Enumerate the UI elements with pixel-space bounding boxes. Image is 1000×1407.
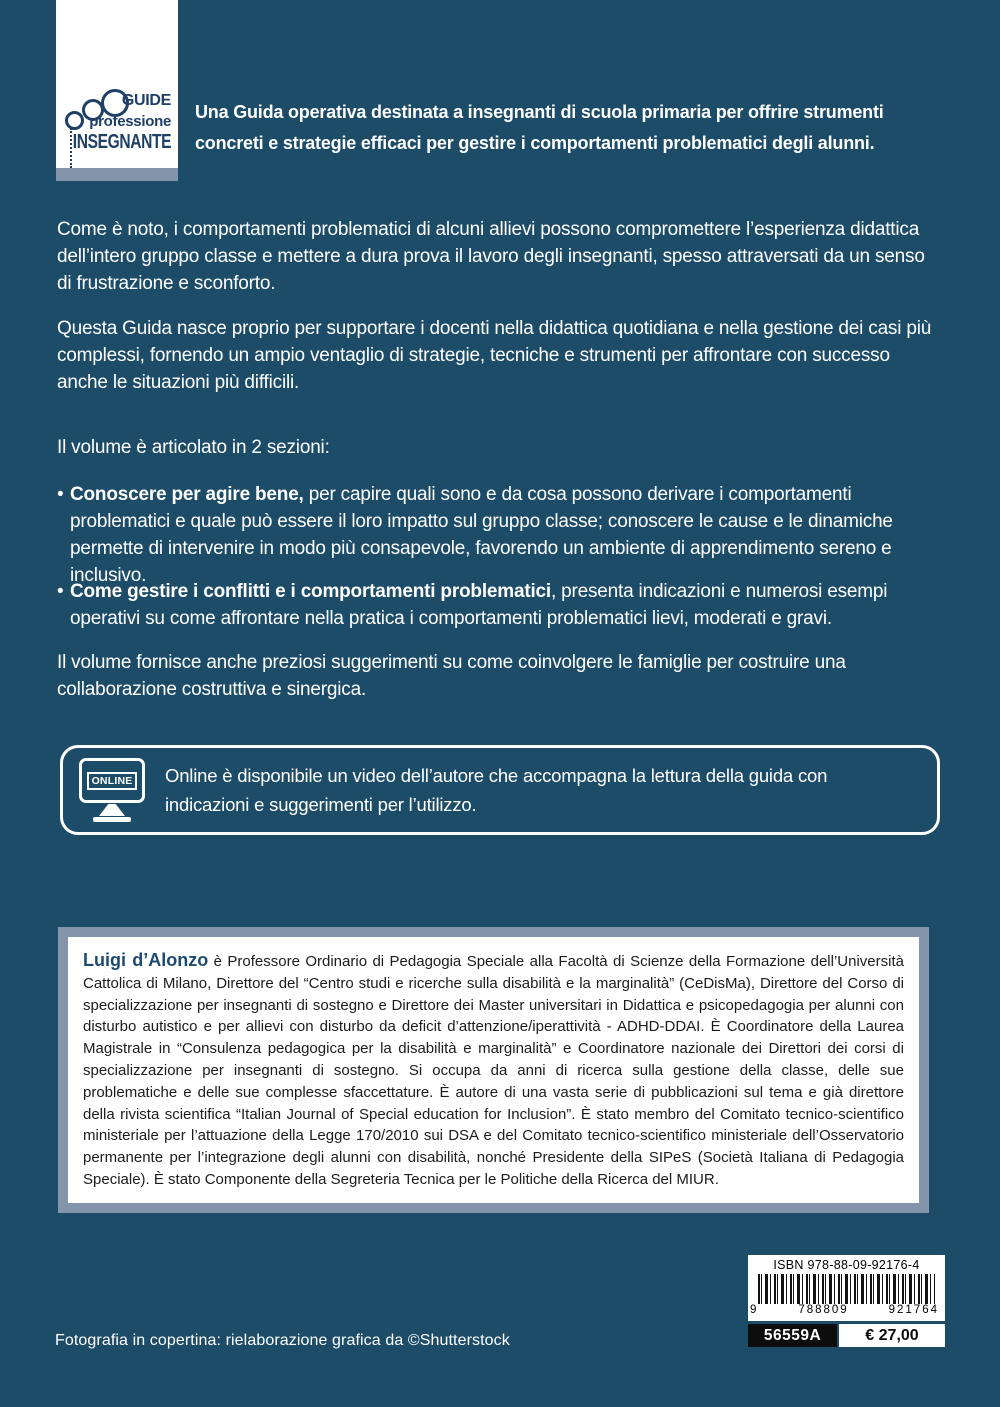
sections-lead: Il volume è articolato in 2 sezioni: (57, 437, 330, 458)
author-bio-frame (58, 927, 929, 1213)
isbn-text: ISBN 978-88-09-92176-4 (773, 1258, 920, 1272)
monitor-stand (99, 804, 125, 816)
online-text: Online è disponibile un video dell’autore che accompagna la lettura della guida con indicazioni e suggerimenti per l’utilizzo. (165, 765, 828, 815)
author-bio-text: è Professore Ordinario di Pedagogia Speciale alla Facoltà di Scienze della Formazione dell’Università Cattolica di Milano, Direttore del “Centro studi e ricerche sulla disabilità e la marginalità” (CeDisMa), Direttore del Corso di specializzazione per insegnanti di sostegno e Direttore dei Master universitari in Didattica e psicopedagogia per alunni con disturbo autistico e per allievi con disturbo da deficit d’attenzione/iperattività - ADHD-DDAI. È Coordinatore della Laurea Magistrale in “Consulenza pedagogica per la disabilità e marginalità” e Coordinatore nazionale dei Direttori dei corsi di specializzazione per insegnanti di sostegno. Si occupa da anni di ricerca sulla gestione della classe, delle sue problematiche e delle sue complesse sfaccettature. È autore di una vasta serie di pubblicazioni sul tema e già direttore della rivista scientifica “Italian Journal of Special education for Inclusion”. È stato membro del Comitato tecnico-scientifico ministeriale per l’attuazione della Legge 170/2010 sui DSA e del Comitato tecnico-scientifico ministeriale dell’Osservatorio permanente per l’integrazione degli alunni con disabilità, nonché Presidente della SIPeS (Società Italiana di Pedagogia Speciale). È stato Componente della Segreteria Tecnica per le Politiche della Ricerca del MIUR. (83, 953, 904, 1188)
barcode-box (748, 1255, 945, 1321)
bullet-2-body: , presenta indicazioni e numerosi esempi operativi su come affrontare nella pratica i comportamenti problematici lievi, moderati e gravi. (70, 581, 888, 629)
intro-paragraph-2: Questa Guida nasce proprio per supportare i docenti nella didattica quotidiana e nella gestione dei casi più complessi, fornendo un ampio ventaglio di strategie, tecniche e strumenti per affrontare con successo anche le situazioni più difficili. (57, 318, 932, 393)
bullet-item-2 (57, 578, 953, 632)
online-callout-box (60, 745, 940, 835)
barcode-digit-group: 788809 (798, 1304, 849, 1316)
series-logo (56, 0, 178, 168)
barcode-icon (758, 1274, 935, 1304)
product-code-badge: 56559A (748, 1324, 837, 1347)
closing-paragraph: Il volume fornisce anche preziosi suggerimenti su come coinvolgere le famiglie per costruire una collaborazione costruttiva e sinergica. (57, 652, 846, 700)
intro-paragraph-1: Come è noto, i comportamenti problematici di alcuni allievi possono compromettere l’esperienza didattica dell’intero gruppo classe e mettere a dura prova il lavoro degli insegnanti, spesso attraversati da un senso di frustrazione e sconforto. (57, 219, 925, 294)
bullet-1-title: Conoscere per agire bene, (70, 484, 304, 505)
author-bio-box (68, 937, 919, 1203)
logo-circle-icon (65, 111, 84, 130)
bullet-icon: • (57, 484, 64, 505)
logo-text-professione: professione (89, 113, 171, 130)
bullet-2-title: Come gestire i conflitti e i comportamenti problematici (70, 581, 551, 602)
price-badge: € 27,00 (839, 1324, 945, 1347)
photo-credit: Fotografia in copertina: rielaborazione grafica da ©Shutterstock (55, 1332, 510, 1349)
barcode-digit-group: 9 (750, 1304, 759, 1316)
monitor-screen (79, 758, 145, 803)
logo-text-guide: GUIDE (121, 92, 171, 109)
bullet-1-body: per capire quali sono e da cosa possono derivare i comportamenti problematici e quale può essere il loro impatto sul gruppo classe; conoscere le cause e le dinamiche permette di intervenire in modo più consapevole, favorendo un ambiente di apprendimento sereno e inclusivo. (70, 484, 893, 586)
bullet-item-1 (57, 481, 953, 589)
online-label: ONLINE (87, 772, 138, 790)
cover-headline: Una Guida operativa destinata a insegnanti di scuola primaria per offrire strumenti concreti e strategie efficaci per gestire i comportamenti problematici degli alunni. (195, 102, 884, 153)
barcode-digits (750, 1304, 939, 1317)
monitor-base (93, 817, 131, 822)
author-name: Luigi d’Alonzo (83, 950, 209, 970)
logo-underline-bar (56, 168, 178, 181)
bullet-icon: • (57, 581, 64, 602)
logo-text-insegnante: INSEGNANTE (72, 131, 171, 153)
logo-dotted-line (70, 128, 72, 168)
online-monitor-icon (79, 758, 145, 822)
barcode-digit-group: 921764 (888, 1304, 939, 1316)
